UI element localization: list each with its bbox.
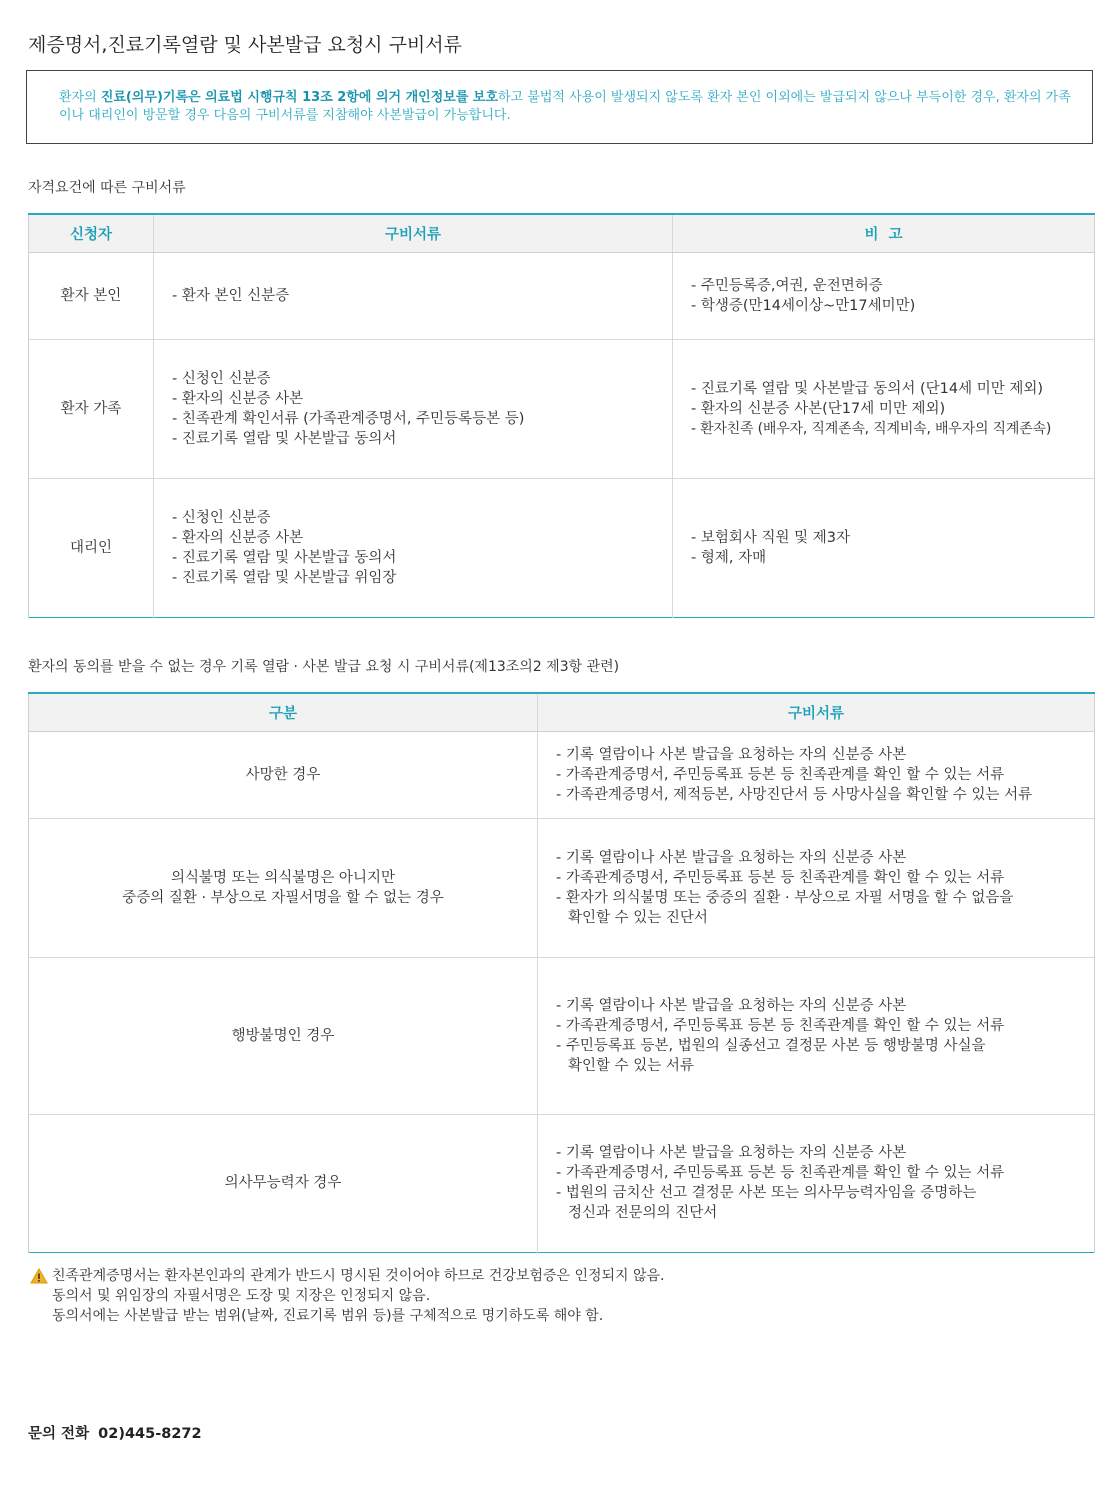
table-row [29, 818, 1095, 957]
section2-title: 환자의 동의를 받을 수 없는 경우 기록 열람 · 사본 발급 요청 시 구비서류(제13조의2 제3항 관련) [28, 659, 620, 675]
notice-box [26, 70, 1093, 144]
table-row [29, 478, 1095, 617]
list-item: - 환자가 의식불명 또는 중증의 질환 · 부상으로 자필 서명을 할 수 없음을 [556, 889, 1014, 906]
eligibility-table [28, 213, 1095, 618]
table-row [29, 731, 1095, 818]
list-item: - 기록 열람이나 사본 발급을 요청하는 자의 신분증 사본 [556, 997, 907, 1014]
header-notes: 비 고 [673, 214, 1095, 252]
list-item: - 가족관계증명서, 주민등록표 등본 등 친족관계를 확인 할 수 있는 서류 [556, 1165, 1005, 1181]
list-item: - 진료기록 열람 및 사본발급 동의서 (단14세 미만 제외) [691, 380, 1044, 397]
warning-icon [30, 1268, 48, 1284]
contact-info [28, 1422, 206, 1443]
notes-cell [673, 252, 1095, 339]
list-item: 확인할 수 있는 진단서 [568, 909, 708, 926]
documents-cell [538, 957, 1095, 1114]
list-item: 정신과 전문의의 진단서 [568, 1205, 718, 1221]
category-line: 사망한 경우 [245, 766, 321, 783]
category-line: 의식불명 또는 의식불명은 아니지만 [171, 869, 395, 886]
no-consent-table [28, 692, 1095, 1253]
list-item: - 가족관계증명서, 주민등록표 등본 등 친족관계를 확인 할 수 있는 서류 [556, 1017, 1005, 1034]
documents-cell [154, 339, 673, 478]
table-row [29, 957, 1095, 1114]
contact-label: 문의 전화 [28, 1426, 90, 1442]
applicant-cell: 환자 본인 [29, 252, 154, 339]
warning-line: 동의서에는 사본발급 받는 범위(날짜, 진료기록 범위 등)를 구체적으로 명기하도록 해야 함. [52, 1308, 604, 1324]
category-line: 행방불명인 경우 [231, 1027, 335, 1044]
table-row [29, 252, 1095, 339]
list-item: - 환자의 신분증 사본 [172, 390, 304, 407]
list-item: - 친족관계 확인서류 (가족관계증명서, 주민등록등본 등) [172, 410, 525, 427]
list-item: - 기록 열람이나 사본 발급을 요청하는 자의 신분증 사본 [556, 746, 907, 763]
contact-phone: 02)445-8272 [98, 1426, 202, 1442]
notice-text [59, 89, 1074, 125]
warning-line: 친족관계증명서는 환자본인과의 관계가 반드시 명시된 것이어야 하므로 건강보험증은 인정되지 않음. [52, 1268, 665, 1284]
documents-cell [538, 1114, 1095, 1252]
header-applicant: 신청자 [29, 214, 154, 252]
list-item: - 환자의 신분증 사본 [172, 529, 304, 546]
notice-text-bold: 진료(의무)기록은 의료법 시행규칙 13조 2항에 의거 개인정보를 보호 [100, 90, 499, 105]
category-cell [29, 731, 538, 818]
table-row [29, 1114, 1095, 1252]
notice-text-part1: 환자의 [59, 90, 101, 105]
list-item: - 환자 본인 신분증 [172, 287, 290, 304]
list-item: - 주민등록표 등본, 법원의 실종선고 결정문 사본 등 행방불명 사실을 [556, 1037, 986, 1054]
documents-cell [538, 731, 1095, 818]
category-line: 의사무능력자 경우 [224, 1175, 342, 1191]
page-title: 제증명서,진료기록열람 및 사본발급 요청시 구비서류 [28, 34, 462, 56]
notes-cell [673, 478, 1095, 617]
list-item: - 가족관계증명서, 주민등록표 등본 등 친족관계를 확인 할 수 있는 서류 [556, 766, 1005, 783]
category-cell [29, 818, 538, 957]
header-documents: 구비서류 [538, 693, 1095, 731]
warning-line: 동의서 및 위임장의 자필서명은 도장 및 지장은 인정되지 않음. [52, 1288, 431, 1304]
applicant-cell: 환자 가족 [29, 339, 154, 478]
list-item: - 진료기록 열람 및 사본발급 위임장 [172, 569, 397, 586]
list-item: - 신청인 신분증 [172, 370, 271, 387]
category-cell [29, 957, 538, 1114]
list-item: - 학생증(만14세이상~만17세미만) [691, 297, 916, 314]
list-item: - 법원의 금치산 선고 결정문 사본 또는 의사무능력자임을 증명하는 [556, 1185, 977, 1201]
header-category: 구분 [29, 693, 538, 731]
category-line: 중증의 질환 · 부상으로 자필서명을 할 수 없는 경우 [122, 889, 444, 906]
list-item: - 형제, 자매 [691, 549, 767, 566]
section1-title: 자격요건에 따른 구비서류 [28, 180, 186, 196]
list-item: - 신청인 신분증 [172, 509, 271, 526]
notice-text-part2: 하고 불법적 사용이 발생되지 않도록 환자 본인 이외에는 발급되지 않으나 부득이한 경우, 환자의 가족이나 대리인이 방문할 경우 다음의 구비서류를 지참해야 사본발급이 가능합니다. [59, 90, 1071, 123]
header-documents: 구비서류 [154, 214, 673, 252]
list-item: - 진료기록 열람 및 사본발급 동의서 [172, 549, 397, 566]
applicant-cell: 대리인 [29, 478, 154, 617]
list-item: - 환자친족 (배우자, 직계존속, 직계비속, 배우자의 직계존속) [691, 420, 1052, 437]
notes-cell [673, 339, 1095, 478]
list-item: - 보험회사 직원 및 제3자 [691, 529, 850, 546]
documents-cell [154, 478, 673, 617]
documents-cell [538, 818, 1095, 957]
list-item: - 가족관계증명서, 주민등록표 등본 등 친족관계를 확인 할 수 있는 서류 [556, 869, 1005, 886]
list-item: - 주민등록증,여권, 운전면허증 [691, 277, 883, 294]
documents-cell [154, 252, 673, 339]
category-cell [29, 1114, 538, 1252]
table-row [29, 339, 1095, 478]
list-item: - 기록 열람이나 사본 발급을 요청하는 자의 신분증 사본 [556, 1145, 907, 1161]
list-item: - 가족관계증명서, 제적등본, 사망진단서 등 사망사실을 확인할 수 있는 서류 [556, 786, 1033, 803]
list-item: 확인할 수 있는 서류 [568, 1057, 694, 1074]
list-item: - 기록 열람이나 사본 발급을 요청하는 자의 신분증 사본 [556, 849, 907, 866]
list-item: - 환자의 신분증 사본(단17세 미만 제외) [691, 400, 946, 417]
list-item: - 진료기록 열람 및 사본발급 동의서 [172, 430, 397, 447]
